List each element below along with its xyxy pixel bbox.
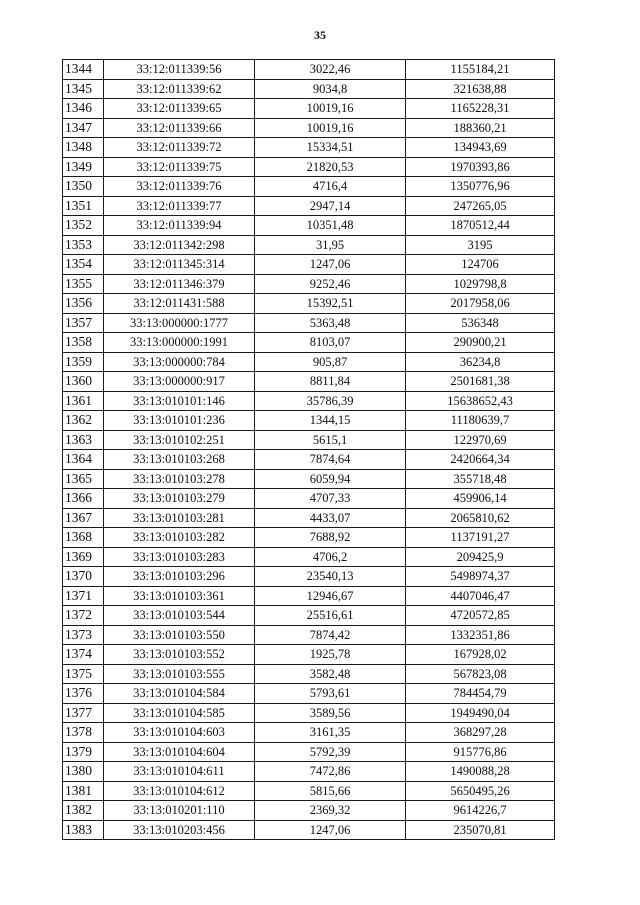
row-number-cell: 1372 [63, 606, 104, 626]
table-row [63, 235, 555, 255]
table-row [63, 60, 555, 80]
area-cell: 1247,06 [255, 255, 406, 275]
row-number-cell: 1366 [63, 489, 104, 509]
row-number-cell: 1354 [63, 255, 104, 275]
table-row [63, 352, 555, 372]
table-row [63, 820, 555, 840]
value-cell: 36234,8 [406, 352, 555, 372]
area-cell: 21820,53 [255, 157, 406, 177]
cadastral-number-cell: 33:12:011339:77 [104, 196, 255, 216]
cadastral-number-cell: 33:13:010203:456 [104, 820, 255, 840]
table-row [63, 469, 555, 489]
area-cell: 1344,15 [255, 411, 406, 431]
cadastral-number-cell: 33:13:010103:279 [104, 489, 255, 509]
cadastral-number-cell: 33:12:011342:298 [104, 235, 255, 255]
row-number-cell: 1380 [63, 762, 104, 782]
area-cell: 12946,67 [255, 586, 406, 606]
cadastral-number-cell: 33:13:010102:251 [104, 430, 255, 450]
area-cell: 10351,48 [255, 216, 406, 236]
registry-table [62, 59, 555, 840]
cadastral-number-cell: 33:13:010103:296 [104, 567, 255, 587]
row-number-cell: 1367 [63, 508, 104, 528]
table-row [63, 801, 555, 821]
value-cell: 3195 [406, 235, 555, 255]
area-cell: 15334,51 [255, 138, 406, 158]
area-cell: 31,95 [255, 235, 406, 255]
area-cell: 4706,2 [255, 547, 406, 567]
table-row [63, 567, 555, 587]
value-cell: 2065810,62 [406, 508, 555, 528]
cadastral-number-cell: 33:13:010103:281 [104, 508, 255, 528]
value-cell: 5650495,26 [406, 781, 555, 801]
cadastral-number-cell: 33:13:010103:544 [104, 606, 255, 626]
row-number-cell: 1373 [63, 625, 104, 645]
area-cell: 10019,16 [255, 118, 406, 138]
row-number-cell: 1360 [63, 372, 104, 392]
area-cell: 7874,64 [255, 450, 406, 470]
cadastral-number-cell: 33:13:010103:555 [104, 664, 255, 684]
table-row [63, 645, 555, 665]
table-row [63, 528, 555, 548]
cadastral-number-cell: 33:13:010104:612 [104, 781, 255, 801]
cadastral-number-cell: 33:12:011339:76 [104, 177, 255, 197]
value-cell: 235070,81 [406, 820, 555, 840]
table-row [63, 625, 555, 645]
row-number-cell: 1344 [63, 60, 104, 80]
row-number-cell: 1369 [63, 547, 104, 567]
area-cell: 9034,8 [255, 79, 406, 99]
cadastral-number-cell: 33:13:000000:1991 [104, 333, 255, 353]
value-cell: 247265,05 [406, 196, 555, 216]
area-cell: 3582,48 [255, 664, 406, 684]
table-row [63, 216, 555, 236]
table-row [63, 274, 555, 294]
table-row [63, 118, 555, 138]
area-cell: 2947,14 [255, 196, 406, 216]
cadastral-number-cell: 33:13:010103:278 [104, 469, 255, 489]
area-cell: 1247,06 [255, 820, 406, 840]
value-cell: 134943,69 [406, 138, 555, 158]
area-cell: 5792,39 [255, 742, 406, 762]
cadastral-number-cell: 33:12:011339:72 [104, 138, 255, 158]
cadastral-number-cell: 33:13:010103:282 [104, 528, 255, 548]
cadastral-number-cell: 33:12:011431:588 [104, 294, 255, 314]
cadastral-number-cell: 33:13:010103:361 [104, 586, 255, 606]
value-cell: 1350776,96 [406, 177, 555, 197]
row-number-cell: 1359 [63, 352, 104, 372]
row-number-cell: 1383 [63, 820, 104, 840]
value-cell: 1970393,86 [406, 157, 555, 177]
cadastral-number-cell: 33:12:011339:65 [104, 99, 255, 119]
row-number-cell: 1378 [63, 723, 104, 743]
value-cell: 290900,21 [406, 333, 555, 353]
area-cell: 9252,46 [255, 274, 406, 294]
row-number-cell: 1350 [63, 177, 104, 197]
area-cell: 7874,42 [255, 625, 406, 645]
value-cell: 915776,86 [406, 742, 555, 762]
row-number-cell: 1353 [63, 235, 104, 255]
area-cell: 10019,16 [255, 99, 406, 119]
value-cell: 15638652,43 [406, 391, 555, 411]
area-cell: 1925,78 [255, 645, 406, 665]
table-row [63, 489, 555, 509]
value-cell: 1137191,27 [406, 528, 555, 548]
value-cell: 567823,08 [406, 664, 555, 684]
table-row [63, 255, 555, 275]
cadastral-number-cell: 33:13:010103:268 [104, 450, 255, 470]
table-row [63, 157, 555, 177]
table-row [63, 684, 555, 704]
area-cell: 25516,61 [255, 606, 406, 626]
value-cell: 355718,48 [406, 469, 555, 489]
row-number-cell: 1379 [63, 742, 104, 762]
table-row [63, 391, 555, 411]
table-row [63, 177, 555, 197]
registry-table-body [63, 60, 555, 840]
area-cell: 8103,07 [255, 333, 406, 353]
cadastral-number-cell: 33:13:010103:283 [104, 547, 255, 567]
area-cell: 4433,07 [255, 508, 406, 528]
value-cell: 124706 [406, 255, 555, 275]
table-row [63, 606, 555, 626]
value-cell: 784454,79 [406, 684, 555, 704]
table-row [63, 79, 555, 99]
table-row [63, 547, 555, 567]
cadastral-number-cell: 33:12:011346:379 [104, 274, 255, 294]
cadastral-number-cell: 33:13:010103:550 [104, 625, 255, 645]
table-row [63, 196, 555, 216]
value-cell: 11180639,7 [406, 411, 555, 431]
cadastral-number-cell: 33:12:011339:75 [104, 157, 255, 177]
area-cell: 4716,4 [255, 177, 406, 197]
cadastral-number-cell: 33:12:011345:314 [104, 255, 255, 275]
cadastral-number-cell: 33:13:010104:584 [104, 684, 255, 704]
area-cell: 6059,94 [255, 469, 406, 489]
cadastral-number-cell: 33:13:010101:236 [104, 411, 255, 431]
value-cell: 9614226,7 [406, 801, 555, 821]
area-cell: 23540,13 [255, 567, 406, 587]
value-cell: 2017958,06 [406, 294, 555, 314]
row-number-cell: 1381 [63, 781, 104, 801]
value-cell: 1165228,31 [406, 99, 555, 119]
cadastral-number-cell: 33:13:010201:110 [104, 801, 255, 821]
value-cell: 122970,69 [406, 430, 555, 450]
value-cell: 1155184,21 [406, 60, 555, 80]
area-cell: 5815,66 [255, 781, 406, 801]
value-cell: 167928,02 [406, 645, 555, 665]
value-cell: 4407046,47 [406, 586, 555, 606]
area-cell: 2369,32 [255, 801, 406, 821]
row-number-cell: 1357 [63, 313, 104, 333]
value-cell: 209425,9 [406, 547, 555, 567]
row-number-cell: 1345 [63, 79, 104, 99]
row-number-cell: 1362 [63, 411, 104, 431]
row-number-cell: 1371 [63, 586, 104, 606]
area-cell: 5793,61 [255, 684, 406, 704]
row-number-cell: 1364 [63, 450, 104, 470]
cadastral-number-cell: 33:13:010104:585 [104, 703, 255, 723]
table-row [63, 138, 555, 158]
table-row [63, 703, 555, 723]
area-cell: 8811,84 [255, 372, 406, 392]
row-number-cell: 1382 [63, 801, 104, 821]
table-row [63, 430, 555, 450]
value-cell: 368297,28 [406, 723, 555, 743]
cadastral-number-cell: 33:13:010104:603 [104, 723, 255, 743]
value-cell: 188360,21 [406, 118, 555, 138]
table-row [63, 723, 555, 743]
row-number-cell: 1368 [63, 528, 104, 548]
row-number-cell: 1365 [63, 469, 104, 489]
row-number-cell: 1375 [63, 664, 104, 684]
cadastral-number-cell: 33:13:010101:146 [104, 391, 255, 411]
row-number-cell: 1352 [63, 216, 104, 236]
row-number-cell: 1361 [63, 391, 104, 411]
value-cell: 1490088,28 [406, 762, 555, 782]
cadastral-number-cell: 33:12:011339:56 [104, 60, 255, 80]
cadastral-number-cell: 33:13:010104:604 [104, 742, 255, 762]
area-cell: 35786,39 [255, 391, 406, 411]
table-row [63, 781, 555, 801]
value-cell: 2420664,34 [406, 450, 555, 470]
table-row [63, 762, 555, 782]
page-number: 35 [314, 28, 326, 42]
value-cell: 1332351,86 [406, 625, 555, 645]
table-row [63, 586, 555, 606]
area-cell: 7472,86 [255, 762, 406, 782]
table-row [63, 411, 555, 431]
cadastral-number-cell: 33:13:000000:917 [104, 372, 255, 392]
area-cell: 3022,46 [255, 60, 406, 80]
table-row [63, 99, 555, 119]
row-number-cell: 1363 [63, 430, 104, 450]
area-cell: 5615,1 [255, 430, 406, 450]
area-cell: 15392,51 [255, 294, 406, 314]
table-row [63, 450, 555, 470]
table-row [63, 333, 555, 353]
row-number-cell: 1355 [63, 274, 104, 294]
row-number-cell: 1346 [63, 99, 104, 119]
area-cell: 3589,56 [255, 703, 406, 723]
registry-table-container [62, 59, 550, 840]
row-number-cell: 1351 [63, 196, 104, 216]
value-cell: 1029798,8 [406, 274, 555, 294]
table-row [63, 372, 555, 392]
value-cell: 4720572,85 [406, 606, 555, 626]
value-cell: 1949490,04 [406, 703, 555, 723]
row-number-cell: 1347 [63, 118, 104, 138]
cadastral-number-cell: 33:13:010104:611 [104, 762, 255, 782]
row-number-cell: 1376 [63, 684, 104, 704]
value-cell: 1870512,44 [406, 216, 555, 236]
cadastral-number-cell: 33:12:011339:66 [104, 118, 255, 138]
table-row [63, 294, 555, 314]
cadastral-number-cell: 33:13:000000:784 [104, 352, 255, 372]
table-row [63, 508, 555, 528]
cadastral-number-cell: 33:12:011339:94 [104, 216, 255, 236]
row-number-cell: 1370 [63, 567, 104, 587]
area-cell: 5363,48 [255, 313, 406, 333]
area-cell: 905,87 [255, 352, 406, 372]
value-cell: 459906,14 [406, 489, 555, 509]
table-row [63, 313, 555, 333]
row-number-cell: 1348 [63, 138, 104, 158]
row-number-cell: 1356 [63, 294, 104, 314]
value-cell: 536348 [406, 313, 555, 333]
area-cell: 7688,92 [255, 528, 406, 548]
row-number-cell: 1349 [63, 157, 104, 177]
cadastral-number-cell: 33:12:011339:62 [104, 79, 255, 99]
cadastral-number-cell: 33:13:010103:552 [104, 645, 255, 665]
area-cell: 3161,35 [255, 723, 406, 743]
table-row [63, 742, 555, 762]
row-number-cell: 1358 [63, 333, 104, 353]
cadastral-number-cell: 33:13:000000:1777 [104, 313, 255, 333]
row-number-cell: 1377 [63, 703, 104, 723]
value-cell: 2501681,38 [406, 372, 555, 392]
value-cell: 321638,88 [406, 79, 555, 99]
row-number-cell: 1374 [63, 645, 104, 665]
value-cell: 5498974,37 [406, 567, 555, 587]
table-row [63, 664, 555, 684]
area-cell: 4707,33 [255, 489, 406, 509]
